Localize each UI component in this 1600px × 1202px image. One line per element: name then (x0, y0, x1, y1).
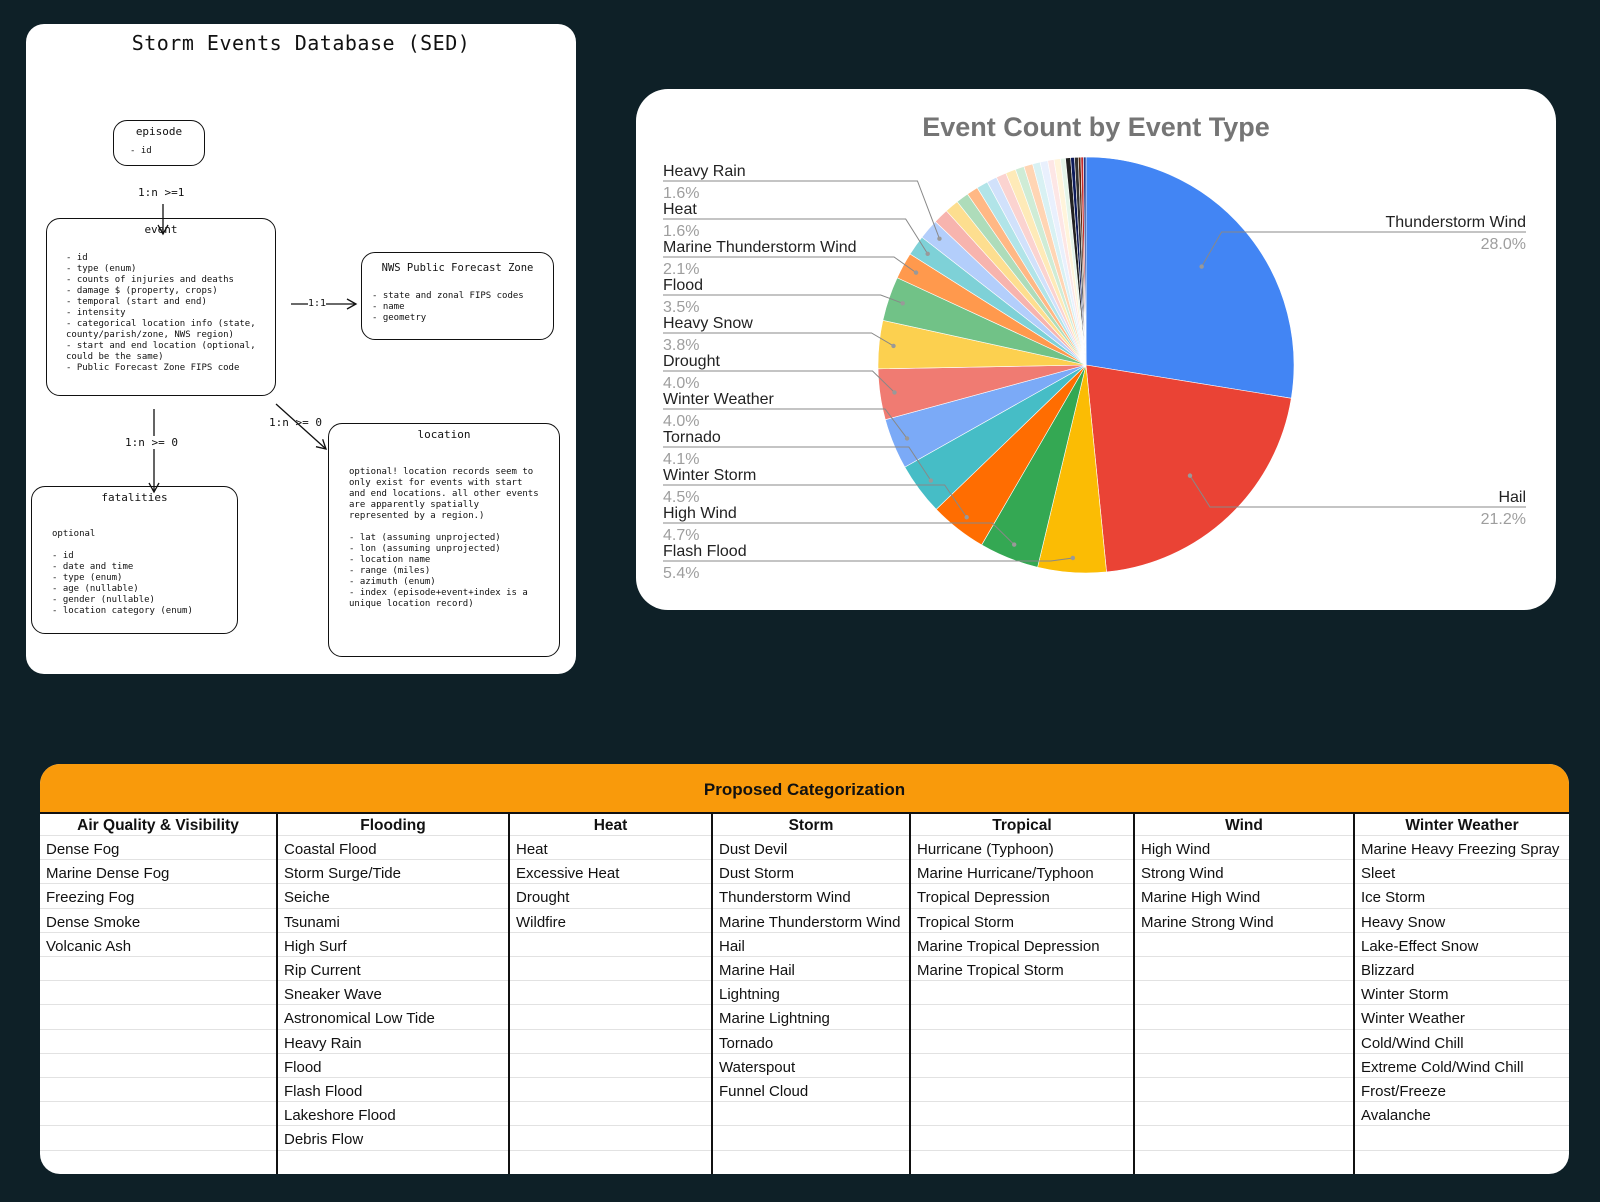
column-flooding (278, 814, 508, 1174)
column-air-quality-visibility (40, 814, 276, 1174)
table-cell: Tornado (719, 1034, 774, 1052)
table-cell: Marine Lightning (719, 1010, 830, 1028)
table-cell: Thunderstorm Wind (719, 889, 851, 907)
slice-label-thunderstorm-wind: Thunderstorm Wind (1385, 214, 1526, 231)
column-heat (510, 814, 711, 1174)
table-cell: Winter Storm (1361, 986, 1449, 1004)
table-cell: Funnel Cloud (719, 1083, 809, 1100)
column-divider (276, 814, 278, 1174)
erd-title: Storm Events Database (SED) (131, 31, 471, 55)
table-cell: Heavy Snow (1361, 913, 1446, 931)
table-cell: Freezing Fog (46, 889, 135, 907)
table-cell: Dust Storm (719, 865, 795, 883)
slice-label-heavy-rain: Heavy Rain (663, 163, 746, 180)
pie-slice-hail (1086, 365, 1291, 572)
column-wind (1135, 814, 1353, 1174)
zone-entity (361, 252, 554, 340)
table-cell: Debris Flow (284, 1131, 364, 1149)
table-cell: Avalanche (1361, 1107, 1431, 1125)
leader-dot-high-wind (1012, 542, 1016, 546)
leader-dot-heat (925, 252, 929, 256)
table-cell: Seiche (284, 889, 330, 907)
table-cell: Tropical Storm (917, 913, 1014, 931)
column-divider (508, 814, 510, 1174)
slice-label-drought: Drought (663, 353, 720, 370)
fatalities-fields: optional - id - date and time - type (enum) - age (nullable) - gender (nullable) - location category (enum) (52, 529, 193, 616)
erd-panel (26, 24, 576, 674)
slice-pct-winter-weather: 4.0% (663, 413, 700, 430)
slice-pct-flood: 3.5% (663, 299, 700, 316)
slice-label-high-wind: High Wind (663, 505, 737, 522)
leader-dot-flood (900, 301, 904, 305)
slice-label-heavy-snow: Heavy Snow (663, 315, 753, 332)
column-divider (909, 814, 911, 1174)
slice-pct-heavy-snow: 3.8% (663, 337, 700, 354)
slice-pct-tornado: 4.1% (663, 451, 700, 468)
table-cell: Storm Surge/Tide (284, 865, 401, 883)
slice-label-winter-storm: Winter Storm (663, 467, 757, 484)
leader-line-marine-thunderstorm-wind (663, 257, 916, 273)
slice-pct-marine-thunderstorm-wind: 2.1% (663, 261, 700, 278)
leader-dot-winter-storm (964, 515, 968, 519)
table-cell: Wildfire (516, 913, 567, 931)
table-title: Proposed Categorization (703, 780, 906, 799)
chart-title: Event Count by Event Type (922, 112, 1270, 142)
table-cell: Strong Wind (1141, 865, 1224, 883)
table-cell: Flood (284, 1058, 322, 1076)
table-cell: Tsunami (284, 913, 340, 931)
slice-pct-drought: 4.0% (663, 375, 700, 392)
slice-pct-flash-flood: 5.4% (663, 565, 700, 582)
slice-pct-hail: 21.2% (1480, 511, 1526, 528)
leader-dot-tornado (929, 478, 933, 482)
column-divider (1353, 814, 1355, 1174)
slice-label-hail: Hail (1498, 489, 1526, 506)
table-cell: High Wind (1141, 841, 1211, 858)
event-fields: - id - type (enum) - counts of injuries and deaths - damage $ (property, crops) - temporal (start and end) - intensity - categorical location info (state, county/parish/zone, NWS region) - start and end location (optional, could be the same) - Public Forecast Zone FIPS code (66, 253, 256, 373)
rel-event-zone: 1:1 (308, 298, 327, 309)
column-header: Flooding (360, 817, 426, 834)
slice-pct-heavy-rain: 1.6% (663, 185, 700, 202)
slice-label-flash-flood: Flash Flood (663, 543, 747, 560)
table-cell: Dense Smoke (46, 913, 141, 931)
slice-pct-heat: 1.6% (663, 223, 700, 240)
slice-label-tornado: Tornado (663, 429, 721, 446)
table-cell: Lake-Effect Snow (1361, 937, 1479, 955)
episode-entity (113, 120, 205, 166)
table-cell: Waterspout (719, 1058, 796, 1076)
leader-line-heavy-rain (663, 181, 939, 239)
table-cell: Astronomical Low Tide (284, 1010, 435, 1028)
table-cell: Marine Strong Wind (1141, 913, 1274, 931)
table-cell: Blizzard (1361, 962, 1415, 979)
table-cell: Excessive Heat (516, 865, 620, 883)
column-winter-weather (1355, 814, 1569, 1174)
column-header: Tropical (992, 817, 1052, 834)
table-cell: Coastal Flood (284, 841, 377, 858)
column-header: Storm (788, 817, 834, 834)
column-header: Air Quality & Visibility (77, 817, 239, 834)
slice-label-marine-thunderstorm-wind: Marine Thunderstorm Wind (663, 239, 857, 256)
table-cell: Hurricane (Typhoon) (917, 841, 1054, 858)
leader-dot-hail (1188, 473, 1192, 477)
categorization-table (40, 764, 1569, 1174)
event-title: event (144, 223, 178, 236)
fatalities-title: fatalities (101, 491, 168, 504)
leader-dot-heavy-rain (937, 237, 941, 241)
column-header: Heat (593, 817, 628, 834)
table-cell: Marine High Wind (1141, 889, 1261, 907)
leader-dot-flash-flood (1071, 556, 1075, 560)
column-header: Wind (1225, 817, 1263, 834)
pie-chart-panel (636, 89, 1556, 610)
table-cell: Lightning (719, 986, 780, 1004)
table-cell: Frost/Freeze (1361, 1083, 1447, 1100)
location-title: location (417, 428, 471, 441)
table-cell: High Surf (284, 937, 347, 955)
slice-label-flood: Flood (663, 277, 704, 294)
event-entity (46, 218, 276, 396)
table-cell: Lakeshore Flood (284, 1107, 396, 1125)
table-cell: Drought (516, 889, 570, 907)
slice-label-winter-weather: Winter Weather (663, 391, 774, 408)
table-cell: Tropical Depression (917, 889, 1050, 907)
fatalities-entity (31, 486, 238, 634)
table-cell: Marine Hurricane/Typhoon (917, 865, 1094, 883)
table-cell: Extreme Cold/Wind Chill (1361, 1058, 1524, 1076)
table-cell: Marine Heavy Freezing Spray (1361, 841, 1560, 858)
zone-fields: - state and zonal FIPS codes - name - geometry (372, 291, 524, 323)
pie-chart (636, 89, 1556, 610)
slice-pct-thunderstorm-wind: 28.0% (1480, 236, 1526, 253)
table-cell: Heavy Rain (284, 1034, 362, 1052)
leader-dot-drought (892, 390, 896, 394)
location-fields: optional! location records seem to only exist for events with start and end locations. all other events are apparently spatially represented by a region.) - lat (assuming unprojected) - lon (assuming unprojected) - location name - range (miles) - azimuth (enum) - index (episode+event+index is a unique location record) (349, 467, 539, 609)
column-header: Winter Weather (1405, 817, 1519, 834)
slice-pct-winter-storm: 4.5% (663, 489, 700, 506)
column-divider (1133, 814, 1135, 1174)
episode-fields: - id (130, 146, 152, 156)
table-cell: Heat (516, 841, 548, 858)
table-title-bar (40, 764, 1569, 814)
leader-dot-winter-weather (905, 436, 909, 440)
table-cell: Sneaker Wave (284, 986, 382, 1004)
table-cell: Sleet (1361, 865, 1396, 883)
episode-title: episode (135, 125, 183, 138)
column-divider (711, 814, 713, 1174)
pie-slice-thunderstorm-wind (1086, 157, 1294, 398)
table-cell: Winter Weather (1361, 1010, 1465, 1028)
column-tropical (911, 814, 1133, 1174)
table-cell: Hail (719, 937, 745, 955)
table-cell: Marine Tropical Storm (917, 962, 1064, 979)
table-cell: Marine Tropical Depression (917, 937, 1100, 955)
table-cell: Ice Storm (1361, 889, 1426, 907)
location-entity (328, 423, 560, 657)
rel-event-fatalities: 1:n >= 0 (125, 436, 178, 449)
rel-event-location: 1:n >= 0 (269, 416, 322, 429)
table-cell: Flash Flood (284, 1083, 363, 1100)
table-cell: Marine Hail (719, 962, 795, 979)
slice-label-heat: Heat (663, 201, 697, 218)
table-cell: Dense Fog (46, 841, 120, 858)
zone-title: NWS Public Forecast Zone (381, 262, 534, 274)
table-cell: Marine Dense Fog (46, 865, 170, 883)
table-cell: Volcanic Ash (46, 937, 132, 955)
table-cell: Marine Thunderstorm Wind (719, 913, 901, 931)
column-storm (713, 814, 909, 1174)
table-cell: Cold/Wind Chill (1361, 1034, 1464, 1052)
table-cell: Rip Current (284, 962, 361, 979)
table-cell: Dust Devil (719, 841, 788, 858)
slice-pct-high-wind: 4.7% (663, 527, 700, 544)
leader-dot-heavy-snow (891, 344, 895, 348)
leader-dot-marine-thunderstorm-wind (914, 270, 918, 274)
leader-dot-thunderstorm-wind (1199, 264, 1203, 268)
rel-episode-event: 1:n >=1 (138, 186, 185, 199)
